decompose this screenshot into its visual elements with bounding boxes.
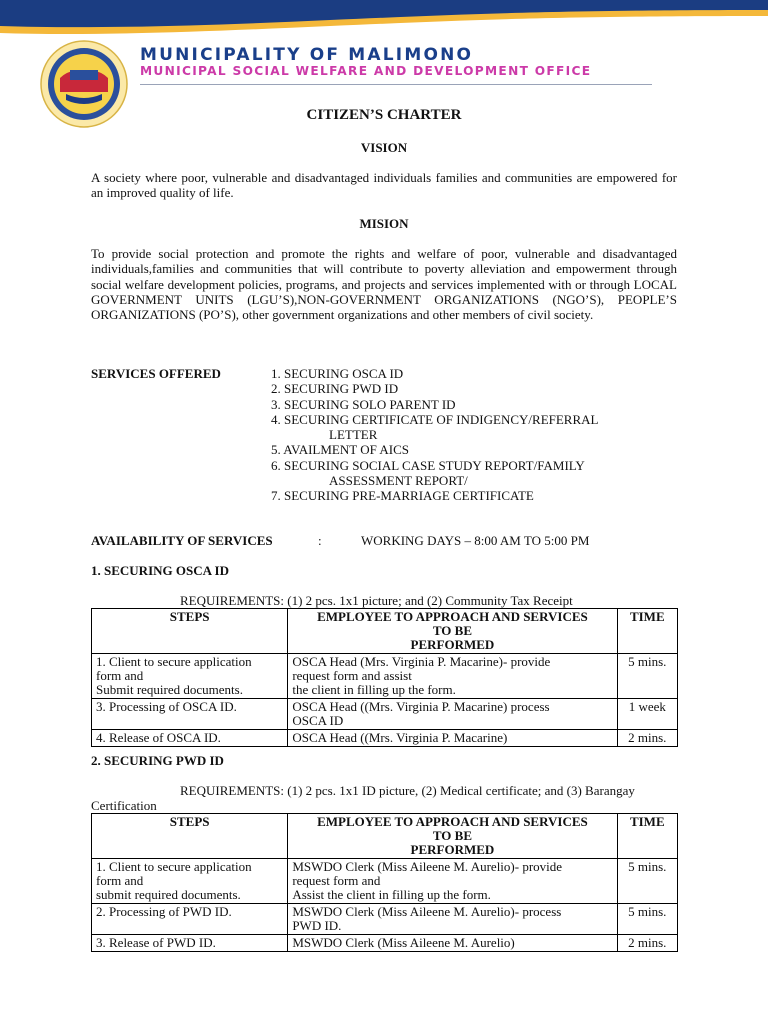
mision-heading: MISION xyxy=(359,216,409,231)
table-row xyxy=(92,730,678,747)
vision-heading: VISION xyxy=(360,140,408,155)
header-band xyxy=(0,0,768,40)
time-header: TIME xyxy=(617,814,677,859)
section-heading-osca: 1. SECURING OSCA ID xyxy=(91,563,229,578)
municipality-title: MUNICIPALITY OF MALIMONO xyxy=(140,45,474,65)
availability-label: AVAILABILITY OF SERVICES xyxy=(91,533,273,548)
time-cell: 5 mins. xyxy=(617,904,677,935)
service-item: 7. SECURING PRE-MARRIAGE CERTIFICATE xyxy=(271,488,534,504)
table-row xyxy=(92,699,678,730)
pwd-steps-table xyxy=(91,813,678,952)
steps-header: STEPS xyxy=(92,814,288,859)
service-item: 4. SECURING CERTIFICATE OF INDIGENCY/REFERRAL LETTER xyxy=(271,411,599,443)
step-cell: 2. Processing of PWD ID. xyxy=(92,904,288,935)
service-item: 1. SECURING OSCA ID xyxy=(271,366,404,381)
header-divider xyxy=(140,84,652,85)
steps-header: STEPS xyxy=(92,609,288,654)
availability-colon: : xyxy=(318,533,322,548)
time-cell: 1 week xyxy=(617,699,677,730)
employee-cell: MSWDO Clerk (Miss Aileene M. Aurelio)- process PWD ID. xyxy=(288,904,617,935)
step-cell: 3. Release of PWD ID. xyxy=(92,935,288,952)
section-heading-pwd: 2. SECURING PWD ID xyxy=(91,753,224,768)
employee-cell: OSCA Head ((Mrs. Virginia P. Macarine) xyxy=(288,730,617,747)
time-cell: 2 mins. xyxy=(617,730,677,747)
table-header-row xyxy=(92,814,678,859)
requirements-osca: REQUIREMENTS: (1) 2 pcs. 1x1 picture; and (2) Community Tax Receipt xyxy=(180,593,573,608)
step-cell: 1. Client to secure application form and Submit required documents. xyxy=(92,654,288,699)
table-row xyxy=(92,935,678,952)
time-cell: 5 mins. xyxy=(617,654,677,699)
step-cell: 3. Processing of OSCA ID. xyxy=(92,699,288,730)
step-cell: 1. Client to secure application form and submit required documents. xyxy=(92,859,288,904)
employee-cell: MSWDO Clerk (Miss Aileene M. Aurelio) xyxy=(288,935,617,952)
table-row xyxy=(92,859,678,904)
employee-cell: OSCA Head (Mrs. Virginia P. Macarine)- provide request form and assist the client in filling up the form. xyxy=(288,654,617,699)
office-subtitle: MUNICIPAL SOCIAL WELFARE AND DEVELOPMENT OFFICE xyxy=(140,64,592,78)
table-row xyxy=(92,654,678,699)
mision-text: To provide social protection and promote the rights and welfare of poor, vulnerable and disadvantaged individuals,families and communities that will contribute to poverty alleviation and empowerment through social welfare development policies, programs, and projects and services implemented with or through LOCAL GOVERNMENT UNITS (LGU’S),NON-GOVERNMENT ORGANIZATIONS (NGO’S), PEOPLE’S ORGANIZATIONS (PO’S), other government organizations and other members of civil society. xyxy=(91,246,677,323)
employee-cell: MSWDO Clerk (Miss Aileene M. Aurelio)- provide request form and Assist the client in filling up the form. xyxy=(288,859,617,904)
table-row xyxy=(92,904,678,935)
employee-header: EMPLOYEE TO APPROACH AND SERVICES TO BE PERFORMED xyxy=(288,609,617,654)
table-header-row xyxy=(92,609,678,654)
time-cell: 5 mins. xyxy=(617,859,677,904)
employee-cell: OSCA Head ((Mrs. Virginia P. Macarine) process OSCA ID xyxy=(288,699,617,730)
service-item: 5. AVAILMENT OF AICS xyxy=(271,442,409,458)
employee-header: EMPLOYEE TO APPROACH AND SERVICES TO BE PERFORMED xyxy=(288,814,617,859)
service-item: 2. SECURING PWD ID xyxy=(271,381,399,397)
service-item: 6. SECURING SOCIAL CASE STUDY REPORT/FAMILY ASSESSMENT REPORT/ xyxy=(271,457,585,489)
time-header: TIME xyxy=(617,609,677,654)
service-item: 3. SECURING SOLO PARENT ID xyxy=(271,396,456,412)
availability-value: WORKING DAYS – 8:00 AM TO 5:00 PM xyxy=(361,533,590,548)
requirements-pwd: REQUIREMENTS: (1) 2 pcs. 1x1 ID picture, (2) Medical certificate; and (3) Barangay Certification xyxy=(91,783,635,813)
vision-text: A society where poor, vulnerable and disadvantaged individuals families and communities are empowered for an improved quality of life. xyxy=(91,170,677,201)
services-offered-label: SERVICES OFFERED xyxy=(91,366,221,381)
services-list xyxy=(271,366,691,504)
time-cell: 2 mins. xyxy=(617,935,677,952)
step-cell: 4. Release of OSCA ID. xyxy=(92,730,288,747)
document-title: CITIZEN’S CHARTER xyxy=(306,107,462,123)
osca-steps-table xyxy=(91,608,678,747)
